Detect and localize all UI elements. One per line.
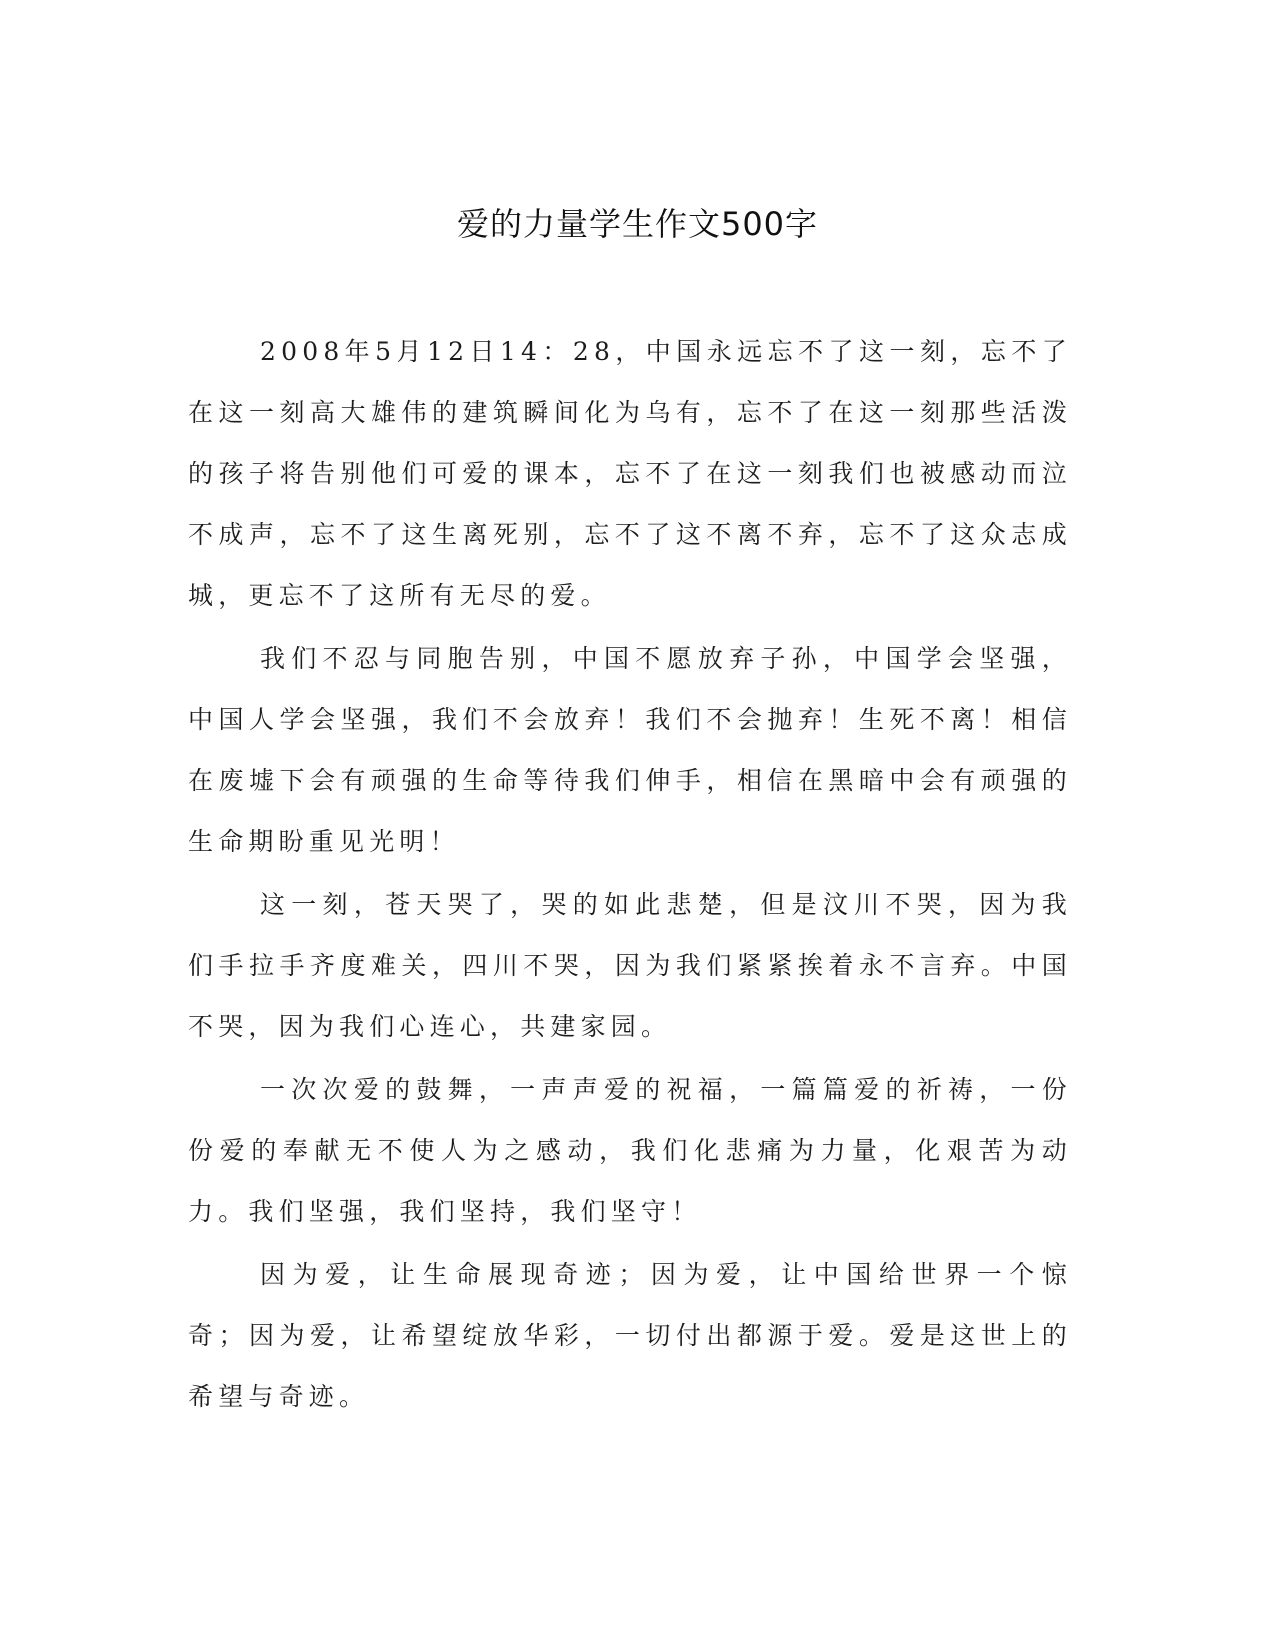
paragraph-1: 2008年5月12日14：28，中国永远忘不了这一刻，忘不了在这一刻高大雄伟的建筑瞬间化为乌有，忘不了在这一刻那些活泼的孩子将告别他们可爱的课本，忘不了在这一刻我们也被感动而泣不成声，忘不了这生离死别，忘不了这不离不弃，忘不了这众志成城，更忘不了这所有无尽的爱。: [188, 337, 1072, 610]
paragraph-2: 我们不忍与同胞告别，中国不愿放弃子孙，中国学会坚强，中国人学会坚强，我们不会放弃！我们不会抛弃！生死不离！相信在废墟下会有顽强的生命等待我们伸手，相信在黑暗中会有顽强的生命期盼重见光明！: [188, 644, 1072, 856]
document-body: [188, 321, 1072, 1429]
paragraph-3: 这一刻，苍天哭了，哭的如此悲楚，但是汶川不哭，因为我们手拉手齐度难关，四川不哭，因为我们紧紧挨着永不言弃。中国不哭，因为我们心连心，共建家园。: [188, 890, 1072, 1041]
paragraph-4: 一次次爱的鼓舞，一声声爱的祝福，一篇篇爱的祈祷，一份份爱的奉献无不使人为之感动，我们化悲痛为力量，化艰苦为动力。我们坚强，我们坚持，我们坚守！: [188, 1075, 1072, 1226]
document-title: 爱的力量学生作文500字: [456, 205, 819, 243]
paragraph-5: 因为爱，让生命展现奇迹；因为爱，让中国给世界一个惊奇；因为爱，让希望绽放华彩，一切付出都源于爱。爱是这世上的希望与奇迹。: [188, 1260, 1072, 1411]
